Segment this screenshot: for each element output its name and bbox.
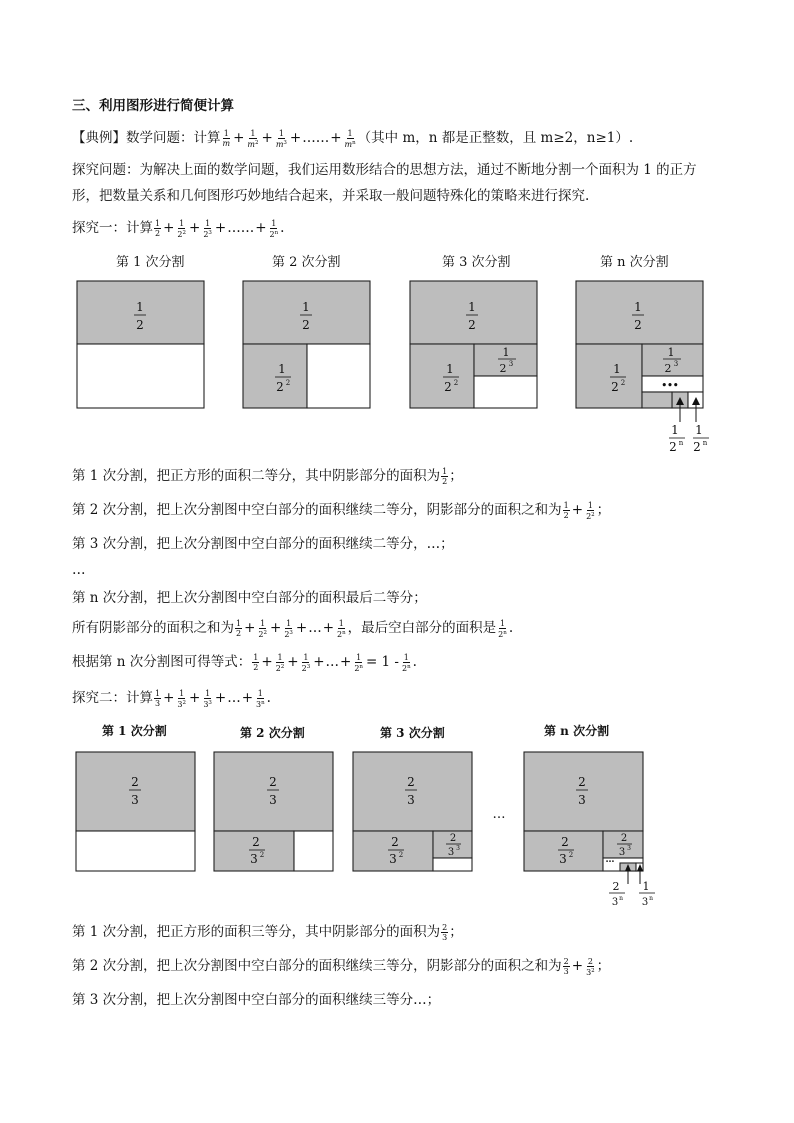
e2-caption-n: 第 n 次分割 <box>544 724 610 738</box>
svg-text:2: 2 <box>620 833 628 844</box>
between-dots: … <box>492 807 506 822</box>
fraction: $\frac{1}{2^n}$ <box>269 218 279 239</box>
e1-step-2: 第 2 次分割，把上次分割图中空白部分的面积继续二等分，阴影部分的面积之和为 $\frac{1}{2}$ + $\frac{1}{2^2}$ ； <box>72 500 611 521</box>
e2-step-2: 第 2 次分割，把上次分割图中空白部分的面积继续三等分，阴影部分的面积之和为 $\frac{2}{3}$ + $\frac{2}{3^2}$ ； <box>72 956 611 977</box>
svg-text:1: 1 <box>468 300 476 314</box>
svg-text:2: 2 <box>669 440 677 454</box>
e1-caption-3: 第 3 次分割 <box>442 255 511 270</box>
svg-text:3: 3 <box>407 793 415 807</box>
svg-text:2: 2 <box>398 851 404 859</box>
svg-text:1: 1 <box>502 346 510 359</box>
section-title: 三、利用图形进行简便计算 <box>72 98 234 114</box>
example-lead: 数学问题：计算 <box>126 130 221 146</box>
e1-step-3: 第 3 次分割，把上次分割图中空白部分的面积继续二等分，…； <box>72 536 454 552</box>
explore2-formula: 探究二：计算 $\frac{1}{3}$ + $\frac{1}{3^2}$ + $\frac{1}{3^3}$ +…+ $\frac{1}{3^n}$ . <box>72 688 271 709</box>
example-tail: （其中 m，n 都是正整数，且 m≥2，n≥1）. <box>357 130 634 146</box>
e1-caption-2: 第 2 次分割 <box>272 255 341 270</box>
svg-text:3: 3 <box>618 847 626 858</box>
e1-step-1: 第 1 次分割，把正方形的面积二等分，其中阴影部分的面积为 $\frac{1}{2}$ ； <box>72 467 463 486</box>
e2-figure-1 <box>76 752 195 871</box>
svg-text:1: 1 <box>667 346 675 359</box>
e2-caption-1: 第 1 次分割 <box>102 724 167 738</box>
svg-text:3: 3 <box>578 793 586 807</box>
svg-text:2: 2 <box>391 835 399 849</box>
svg-text:1: 1 <box>613 362 621 376</box>
explore-intro-line1: 探究问题：为解决上面的数学问题，我们运用数形结合的思想方法，通过不断地分割一个面积为 1 的正方 <box>72 162 697 178</box>
svg-text:1: 1 <box>278 362 286 376</box>
svg-text:1: 1 <box>446 362 454 376</box>
e2-figure-n <box>524 752 655 908</box>
svg-text:2: 2 <box>259 851 265 859</box>
svg-text:3: 3 <box>611 897 619 908</box>
svg-text:2: 2 <box>276 380 284 394</box>
svg-text:2: 2 <box>252 835 260 849</box>
svg-text:2: 2 <box>269 775 277 789</box>
e1-step-ellipsis: … <box>72 562 86 578</box>
e1-step-n: 第 n 次分割，把上次分割图中空白部分的面积最后二等分； <box>72 590 427 606</box>
svg-text:1: 1 <box>642 880 650 893</box>
svg-text:2: 2 <box>468 318 476 332</box>
svg-text:2: 2 <box>453 379 459 387</box>
e1-caption-1: 第 1 次分割 <box>116 255 185 270</box>
svg-text:n: n <box>619 895 623 902</box>
svg-text:2: 2 <box>634 318 642 332</box>
svg-text:2: 2 <box>578 775 586 789</box>
svg-text:n: n <box>678 439 684 447</box>
svg-text:2: 2 <box>611 380 619 394</box>
svg-text:1: 1 <box>671 423 679 437</box>
label-den: 2 <box>136 318 144 332</box>
svg-text:n: n <box>702 439 708 447</box>
e2-figure-2 <box>214 752 333 871</box>
fraction: $\frac{1}{m^3}$ <box>275 128 287 149</box>
svg-text:3: 3 <box>641 897 649 908</box>
fraction: $\frac{1}{2^2}$ <box>177 218 186 239</box>
svg-text:3: 3 <box>508 360 514 368</box>
svg-text:3: 3 <box>627 845 631 852</box>
svg-text:2: 2 <box>561 835 569 849</box>
e2-figure-3 <box>353 752 472 871</box>
svg-text:2: 2 <box>444 380 452 394</box>
fraction: $\frac{1}{m}$ <box>222 129 231 148</box>
svg-text:1: 1 <box>695 423 703 437</box>
e2-caption-2: 第 2 次分割 <box>240 726 305 740</box>
svg-text:2: 2 <box>664 362 672 375</box>
svg-text:1: 1 <box>302 300 310 314</box>
label-num: 1 <box>136 300 144 314</box>
fraction: $\frac{1}{2}$ <box>155 219 161 238</box>
e2-step-1: 第 1 次分割，把正方形的面积三等分，其中阴影部分的面积为 $\frac{2}{3}$ ； <box>72 923 463 942</box>
svg-text:3: 3 <box>389 852 397 866</box>
explore-intro-line2: 形，把数量关系和几何图形巧妙地结合起来，并采取一般问题特殊化的策略来进行探究. <box>72 188 590 204</box>
svg-text:2: 2 <box>612 880 620 893</box>
svg-text:2: 2 <box>499 362 507 375</box>
fraction: $\frac{1}{m^2}$ <box>247 128 259 149</box>
svg-text:1: 1 <box>634 300 642 314</box>
e2-step-3: 第 3 次分割，把上次分割图中空白部分的面积继续三等分…； <box>72 992 441 1008</box>
svg-text:2: 2 <box>568 851 574 859</box>
svg-text:2: 2 <box>131 775 139 789</box>
e1-sum-line: 所有阴影部分的面积之和为 $\frac{1}{2}$ + $\frac{1}{2^2}$ + $\frac{1}{2^3}$ +…+ $\frac{1}{2^n}$ ，最后空白部分的面积是 $\frac{1}{2^n}$ . <box>72 618 514 639</box>
fraction: $\frac{1}{2^3}$ <box>203 218 212 239</box>
svg-text:2: 2 <box>285 379 291 387</box>
dots: … <box>605 855 615 865</box>
svg-text:2: 2 <box>620 379 626 387</box>
dots: ••• <box>661 381 679 391</box>
svg-text:3: 3 <box>673 360 679 368</box>
e1-caption-n: 第 n 次分割 <box>600 255 669 270</box>
svg-text:2: 2 <box>693 440 701 454</box>
e1-equation-line: 根据第 n 次分割图可得等式： $\frac{1}{2}$ + $\frac{1}{2^2}$ + $\frac{1}{2^3}$ +…+ $\frac{1}{2^n}$ = 1 - $\frac{1}{2^n}$ . <box>72 652 417 673</box>
svg-text:2: 2 <box>407 775 415 789</box>
explore1-formula: 探究一：计算 $\frac{1}{2}$ + $\frac{1}{2^2}$ + $\frac{1}{2^3}$ +……+ $\frac{1}{2^n}$ . <box>72 218 285 239</box>
svg-text:2: 2 <box>449 833 457 844</box>
svg-text:3: 3 <box>250 852 258 866</box>
e2-caption-3: 第 3 次分割 <box>380 726 445 740</box>
svg-text:3: 3 <box>447 847 455 858</box>
example-label: 【典例】 <box>72 130 126 146</box>
svg-text:3: 3 <box>456 845 460 852</box>
fraction: $\frac{1}{m^n}$ <box>344 128 356 149</box>
svg-text:3: 3 <box>559 852 567 866</box>
svg-text:3: 3 <box>131 793 139 807</box>
svg-text:n: n <box>649 895 653 902</box>
example-line: 【典例】数学问题：计算 $\frac{1}{m}$ + $\frac{1}{m^2}$ + $\frac{1}{m^3}$ +……+ $\frac{1}{m^n}$ （其中 m，n 都是正整数，且 m≥2，n≥1）. <box>72 128 634 149</box>
svg-text:3: 3 <box>269 793 277 807</box>
svg-text:2: 2 <box>302 318 310 332</box>
